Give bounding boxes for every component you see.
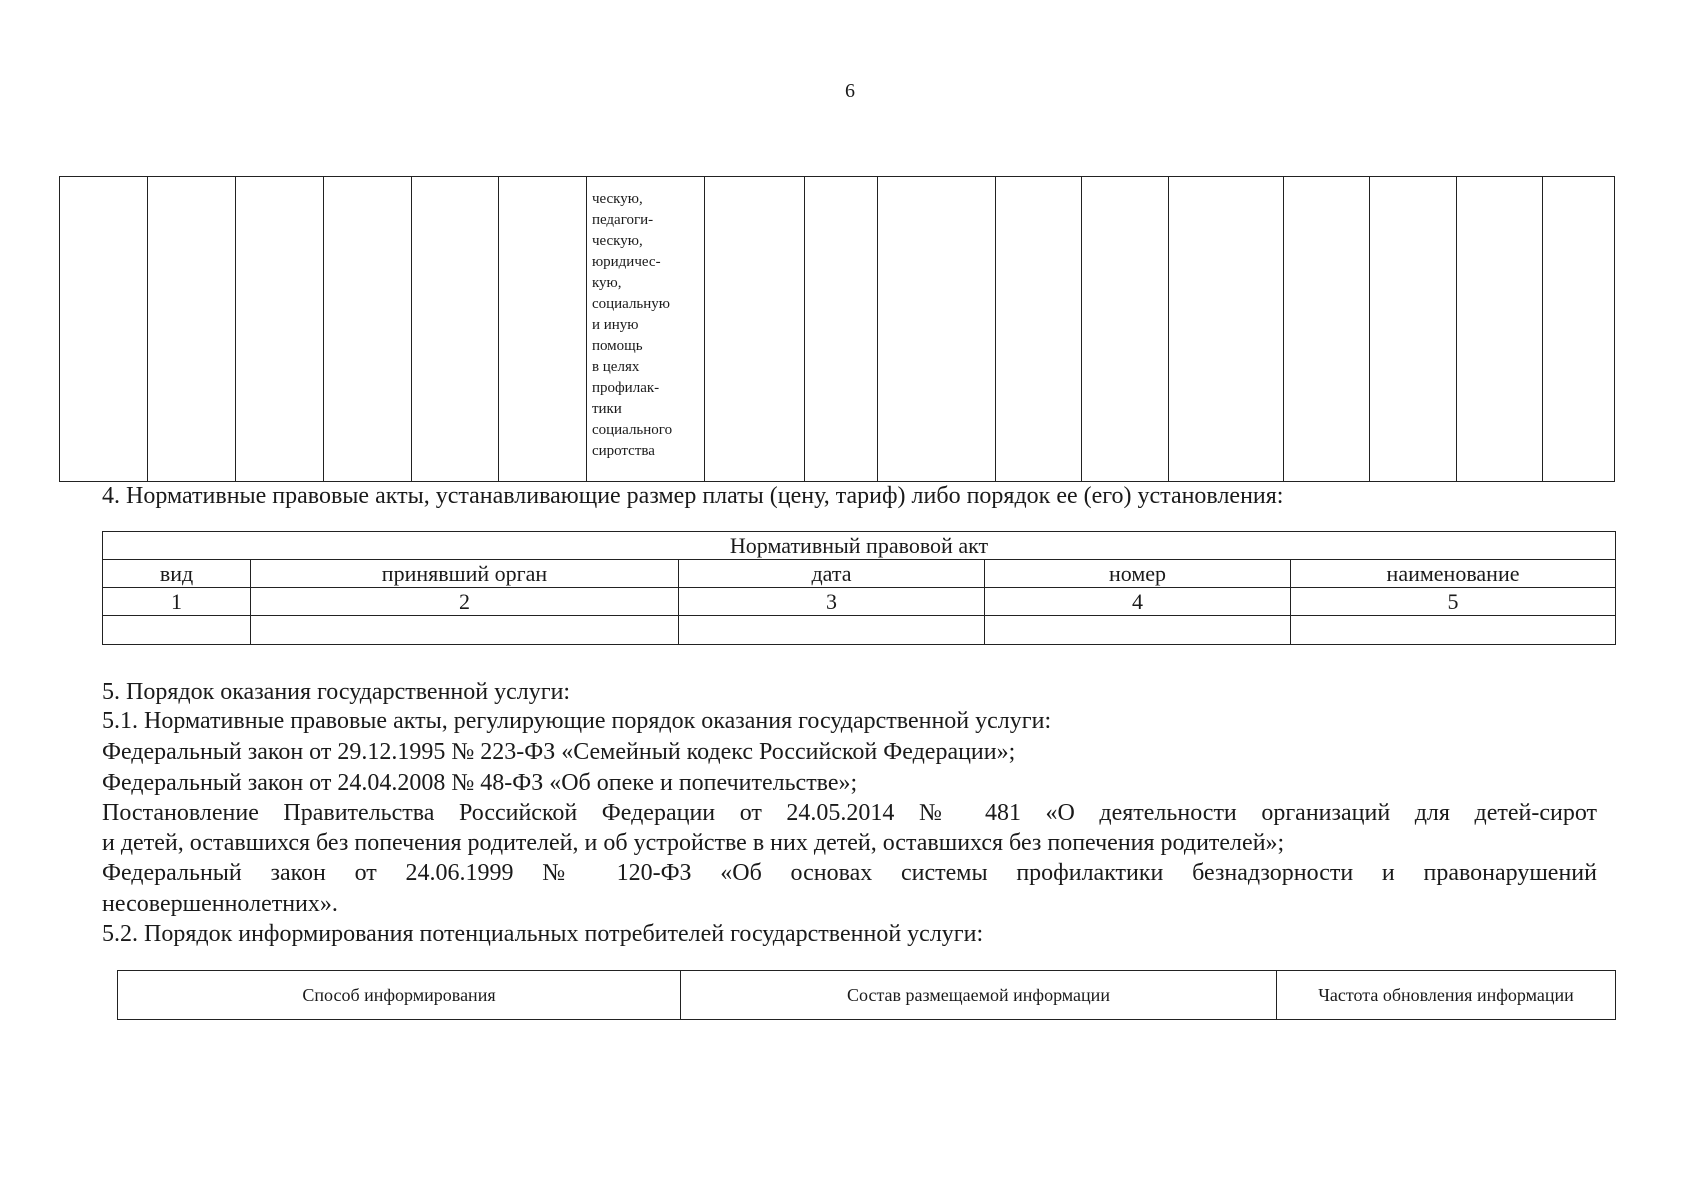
column-number: 3 xyxy=(679,588,985,616)
cell-text-line: ческую, xyxy=(591,233,643,249)
column-header: Частота обновления информации xyxy=(1277,971,1616,1020)
table-row xyxy=(103,616,1616,645)
cell-text-line: сиротства xyxy=(591,443,655,459)
table-cell xyxy=(805,177,878,482)
law-item: Федеральный закон от 24.06.1999 № 120-ФЗ «Об основах системы профилактики безнадзорности и правонарушений xyxy=(102,860,1597,886)
law-item-continuation: несовершеннолетних». xyxy=(102,891,338,917)
section5-2-heading: 5.2. Порядок информирования потенциальных потребителей государственной услуги: xyxy=(102,921,984,947)
cell-text-line: социальную xyxy=(591,296,670,312)
table-cell xyxy=(995,177,1081,482)
information-table xyxy=(117,970,1616,1020)
cell-text-line: профилак- xyxy=(591,380,660,396)
table-row xyxy=(103,532,1616,560)
column-header: дата xyxy=(679,560,985,588)
table-cell xyxy=(236,177,324,482)
cell-text-line: тики xyxy=(591,401,622,417)
table-cell xyxy=(251,616,679,645)
continuation-table xyxy=(59,176,1615,482)
law-item-continuation: и детей, оставшихся без попечения родителей, и об устройстве в них детей, оставшихся без попечения родителей»; xyxy=(102,830,1285,856)
law-item: Федеральный закон от 29.12.1995 № 223-ФЗ «Семейный кодекс Российской Федерации»; xyxy=(102,739,1016,765)
table-cell xyxy=(103,616,251,645)
column-header: наименование xyxy=(1291,560,1616,588)
table-row xyxy=(103,588,1616,616)
section5-heading: 5. Порядок оказания государственной услуги: xyxy=(102,679,571,705)
table-row xyxy=(60,177,1615,482)
table-cell xyxy=(1081,177,1168,482)
table-cell xyxy=(60,177,148,482)
table-cell xyxy=(705,177,805,482)
cell-text-line: педагоги- xyxy=(591,212,654,228)
table-cell xyxy=(1542,177,1614,482)
cell-text-line: юридичес- xyxy=(591,254,661,270)
table-cell xyxy=(878,177,995,482)
cell-text-line: ческую, xyxy=(591,191,643,207)
column-number: 4 xyxy=(985,588,1291,616)
column-number: 5 xyxy=(1291,588,1616,616)
law-item: Постановление Правительства Российской Федерации от 24.05.2014 № 481 «О деятельности организаций для детей-сирот xyxy=(102,800,1597,826)
column-number: 2 xyxy=(251,588,679,616)
column-header: Состав размещаемой информации xyxy=(681,971,1277,1020)
table-cell xyxy=(148,177,236,482)
table-cell xyxy=(1456,177,1542,482)
cell-text-line: помощь xyxy=(591,338,643,354)
service-description-cell xyxy=(586,177,704,482)
section5-1-heading: 5.1. Нормативные правовые акты, регулирующие порядок оказания государственной услуги: xyxy=(102,708,1052,734)
column-header: принявший орган xyxy=(251,560,679,588)
table-cell xyxy=(498,177,586,482)
table-row xyxy=(103,560,1616,588)
table-cell xyxy=(1169,177,1284,482)
table-cell xyxy=(679,616,985,645)
table-cell xyxy=(1291,616,1616,645)
cell-text-line: социального xyxy=(591,422,673,438)
table-cell xyxy=(324,177,411,482)
table-cell xyxy=(1370,177,1456,482)
cell-text-line: и иную xyxy=(591,317,639,333)
table-cell xyxy=(1284,177,1370,482)
normative-acts-table xyxy=(102,531,1616,645)
column-header: Способ информирования xyxy=(118,971,681,1020)
table-cell xyxy=(411,177,498,482)
column-header: вид xyxy=(103,560,251,588)
section4-heading: 4. Нормативные правовые акты, устанавливающие размер платы (цену, тариф) либо порядок ее (его) установления: xyxy=(102,483,1284,509)
cell-text-line: в целях xyxy=(591,359,640,375)
cell-text-line: кую, xyxy=(591,275,622,291)
law-item: Федеральный закон от 24.04.2008 № 48-ФЗ «Об опеке и попечительстве»; xyxy=(102,770,858,796)
table-cell xyxy=(985,616,1291,645)
table-group-header: Нормативный правовой акт xyxy=(103,532,1616,560)
column-number: 1 xyxy=(103,588,251,616)
column-header: номер xyxy=(985,560,1291,588)
table-row xyxy=(118,971,1616,1020)
page-number: 6 xyxy=(845,80,855,102)
